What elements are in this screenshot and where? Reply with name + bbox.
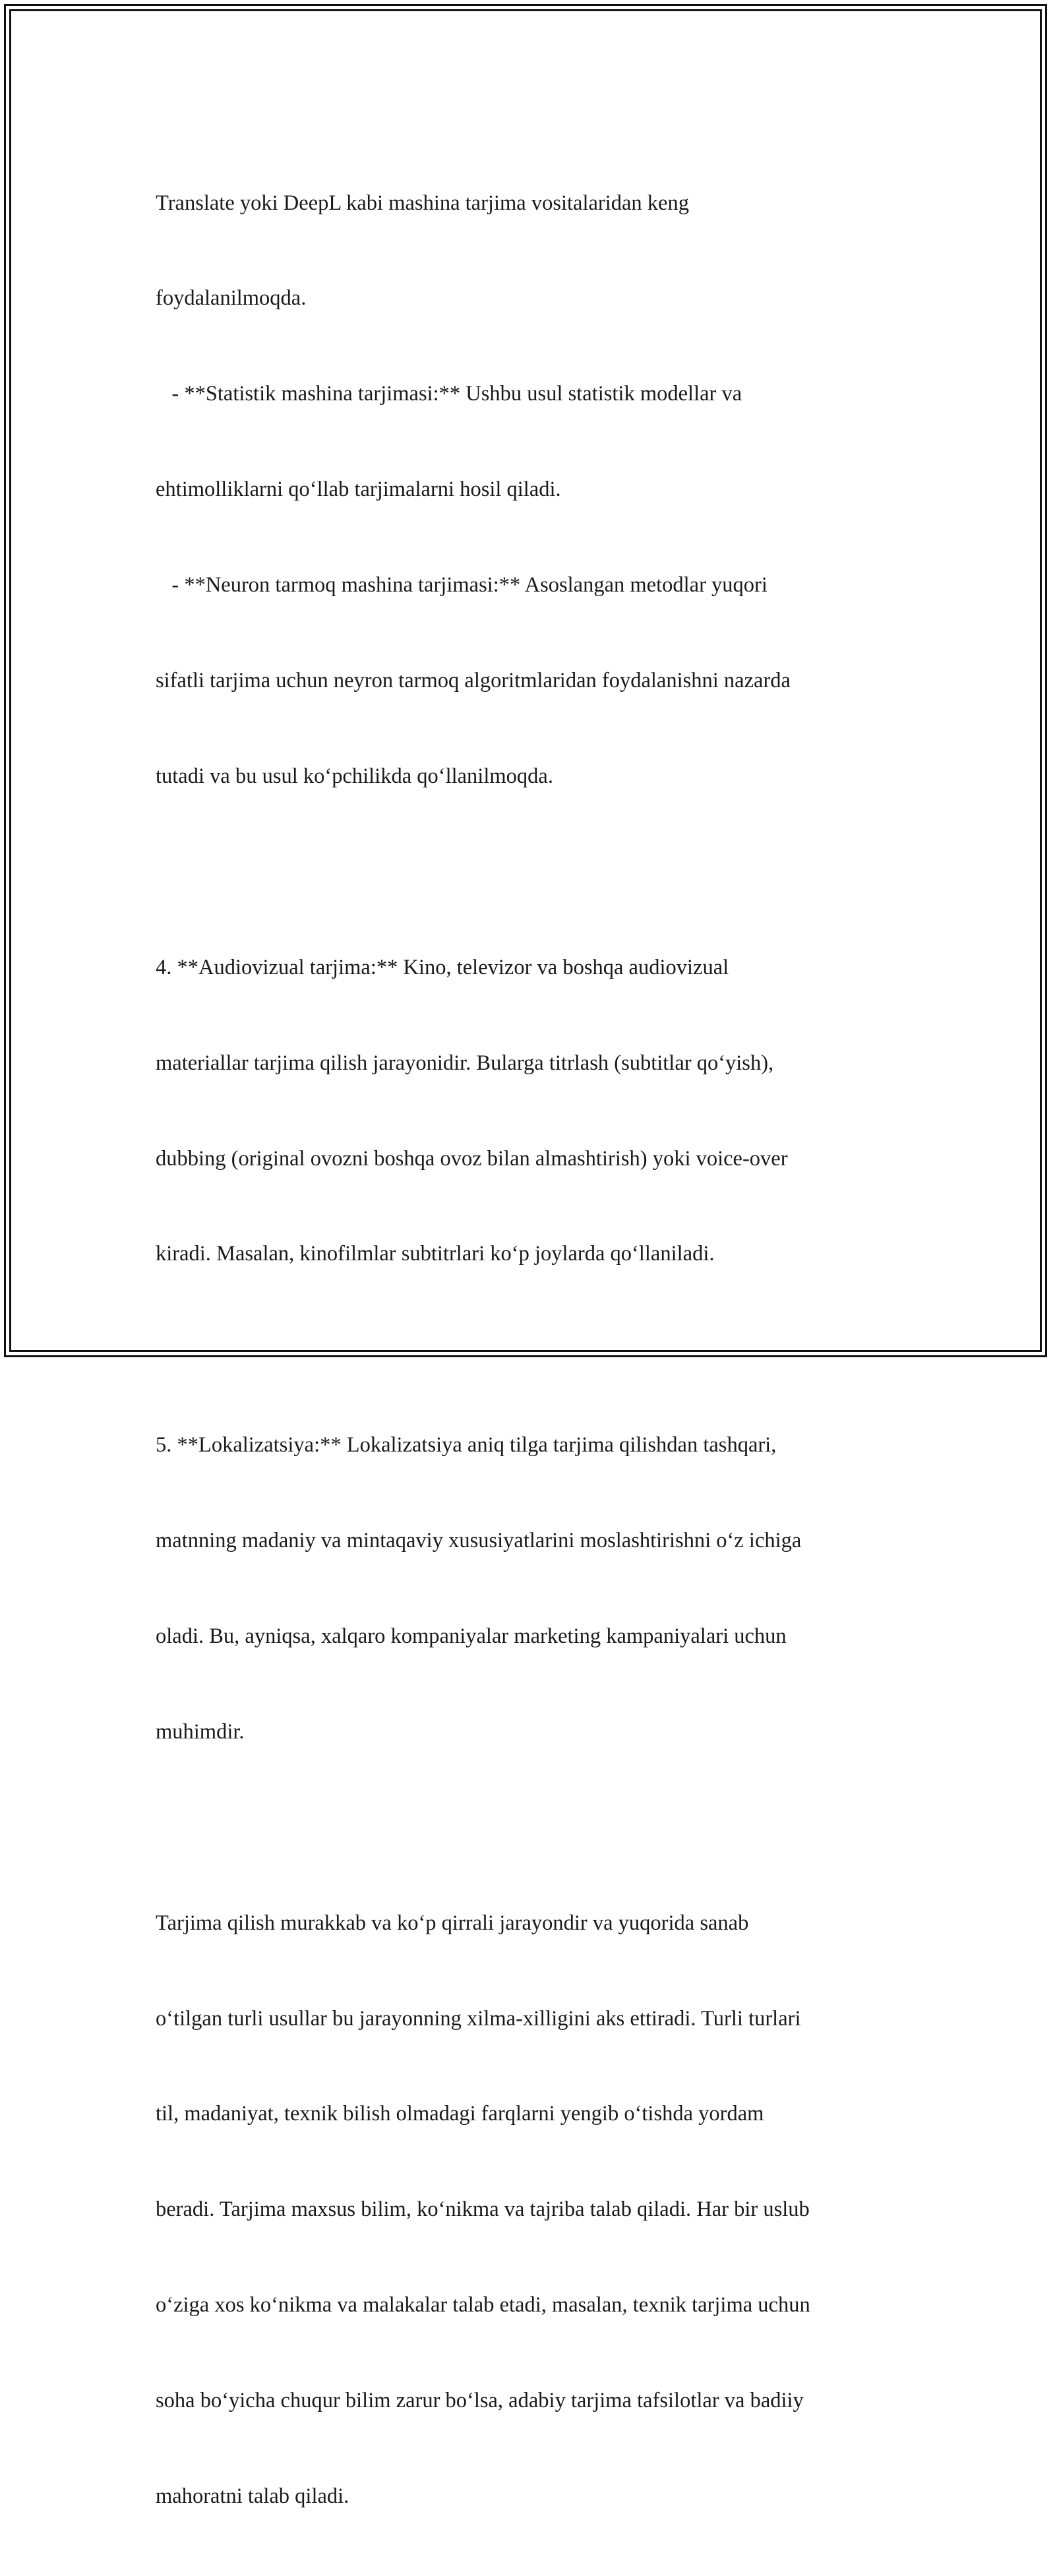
paragraph-conclusion — [156, 1843, 901, 2576]
paragraph-audiovisual-translation — [156, 888, 901, 1334]
text-line: ehtimolliklarni qo‘llab tarjimalarni hosil qiladi. — [156, 477, 561, 502]
text-line: tutadi va bu usul ko‘pchilikda qo‘llanilmoqda. — [156, 764, 553, 788]
text-line: Tarjima qilish murakkab va ko‘p qirrali jarayondir va yuqorida sanab — [156, 1911, 749, 1935]
text-line: materiallar tarjima qilish jarayonidir. Bularga titrlash (subtitlar qo‘yish), — [156, 1051, 774, 1075]
text-line: o‘tilgan turli usullar bu jarayonning xilma-xilligini aks ettiradi. Turli turlari — [156, 2006, 801, 2031]
text-line: 5. **Lokalizatsiya:** Lokalizatsiya aniq tilga tarjima qilishdan tashqari, — [156, 1433, 777, 1457]
paragraph-gap — [156, 1334, 901, 1365]
paragraph-gap — [156, 856, 901, 888]
text-line: muhimdir. — [156, 1719, 245, 1744]
text-line: dubbing (original ovozni boshqa ovoz bilan almashtirish) yoki voice-over — [156, 1146, 788, 1171]
paragraph-gap — [156, 1812, 901, 1843]
text-line: til, madaniyat, texnik bilish olmadagi farqlarni yengib o‘tishda yordam — [156, 2102, 764, 2126]
text-line: oladi. Bu, ayniqsa, xalqaro kompaniyalar marketing kampaniyalari uchun — [156, 1624, 787, 1648]
text-line: - **Statistik mashina tarjimasi:** Ushbu usul statistik modellar va — [156, 382, 742, 406]
text-line: 4. **Audiovizual tarjima:** Kino, televizor va boshqa audiovizual — [156, 955, 729, 979]
text-line: matnning madaniy va mintaqaviy xususiyatlarini moslashtirishni o‘z ichiga — [156, 1529, 802, 1553]
text-line: foydalanilmoqda. — [156, 286, 307, 311]
text-line: sifatli tarjima uchun neyron tarmoq algoritmlaridan foydalanishni nazarda — [156, 669, 791, 693]
text-line: kiradi. Masalan, kinofilmlar subtitrlari ko‘p joylarda qo‘llaniladi. — [156, 1242, 715, 1266]
text-line: - **Neuron tarmoq mashina tarjimasi:** Asoslangan metodlar yuqori — [156, 573, 768, 598]
text-line: beradi. Tarjima maxsus bilim, ko‘nikma va tajriba talab qiladi. Har bir uslub — [156, 2197, 810, 2222]
document-body — [156, 123, 901, 2576]
text-line: Translate yoki DeepL kabi mashina tarjima vositalaridan keng — [156, 191, 689, 215]
text-line: mahoratni talab qiladi. — [156, 2484, 349, 2508]
paragraph-localization — [156, 1366, 901, 1812]
paragraph-machine-translation — [156, 123, 901, 856]
text-line: o‘ziga xos ko‘nikma va malakalar talab etadi, masalan, texnik tarjima uchun — [156, 2293, 810, 2317]
text-line: soha bo‘yicha chuqur bilim zarur bo‘lsa, adabiy tarjima tafsilotlar va badiiy — [156, 2389, 804, 2413]
